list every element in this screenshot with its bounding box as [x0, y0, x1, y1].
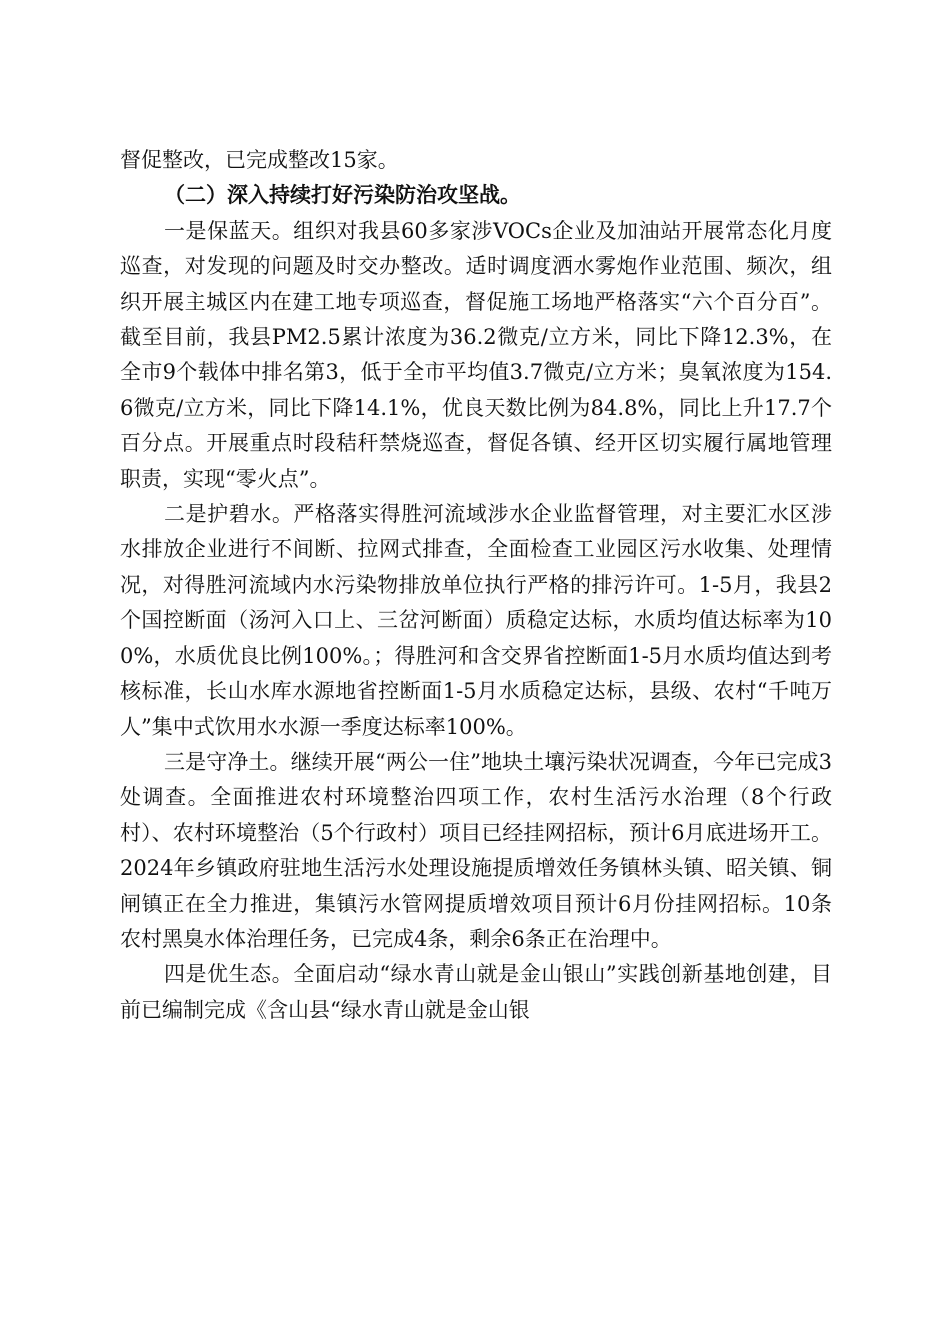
paragraph-ecology: 四是优生态。全面启动“绿水青山就是金山银山”实践创新基地创建，目前已编制完成《含山县“绿水青山就是金山银: [120, 962, 832, 1022]
continuation-paragraph: 督促整改，已完成整改15家。: [120, 148, 399, 172]
section-heading: （二）深入持续打好污染防治攻坚战。: [164, 183, 521, 208]
paragraph-clear-water: 二是护碧水。严格落实得胜河流域涉水企业监督管理，对主要汇水区涉水排放企业进行不间断、拉网式排查，全面检查工业园区污水收集、处理情况，对得胜河流域内水污染物排放单位执行严格的排污许可。1-5月，我县2个国控断面（汤河入口上、三岔河断面）质稳定达标，水质均值达标率为100%，水质优良比例100%。；得胜河和含交界省控断面1-5月水质均值达到考核标准，长山水库水源地省控断面1-5月水质稳定达标，县级、农村“千吨万人”集中式饮用水水源一季度达标率100%。: [120, 502, 832, 739]
paragraph-blue-sky: 一是保蓝天。组织对我县60多家涉VOCs企业及加油站开展常态化月度巡查，对发现的问题及时交办整改。适时调度洒水雾炮作业范围、频次，组织开展主城区内在建工地专项巡查，督促施工场地严格落实“六个百分百”。截至目前，我县PM2.5累计浓度为36.2微克/立方米，同比下降12.3%，在全市9个载体中排名第3，低于全市平均值3.7微克/立方米；臭氧浓度为154.6微克/立方米，同比下降14.1%，优良天数比例为84.8%，同比上升17.7个百分点。开展重点时段秸秆禁烧巡查，督促各镇、经开区切实履行属地管理职责，实现“零火点”。: [120, 218, 832, 491]
document-body: [120, 143, 832, 1028]
paragraph-clean-soil: 三是守净土。继续开展“两公一住”地块土壤污染状况调查，今年已完成3处调查。全面推进农村环境整治四项工作，农村生活污水治理（8个行政村）、农村环境整治（5个行政村）项目已经挂网招标，预计6月底进场开工。2024年乡镇政府驻地生活污水处理设施提质增效任务镇林头镇、昭关镇、铜闸镇正在全力推进，集镇污水管网提质增效项目预计6月份挂网招标。10条农村黑臭水体治理任务，已完成4条，剩余6条正在治理中。: [120, 749, 832, 951]
